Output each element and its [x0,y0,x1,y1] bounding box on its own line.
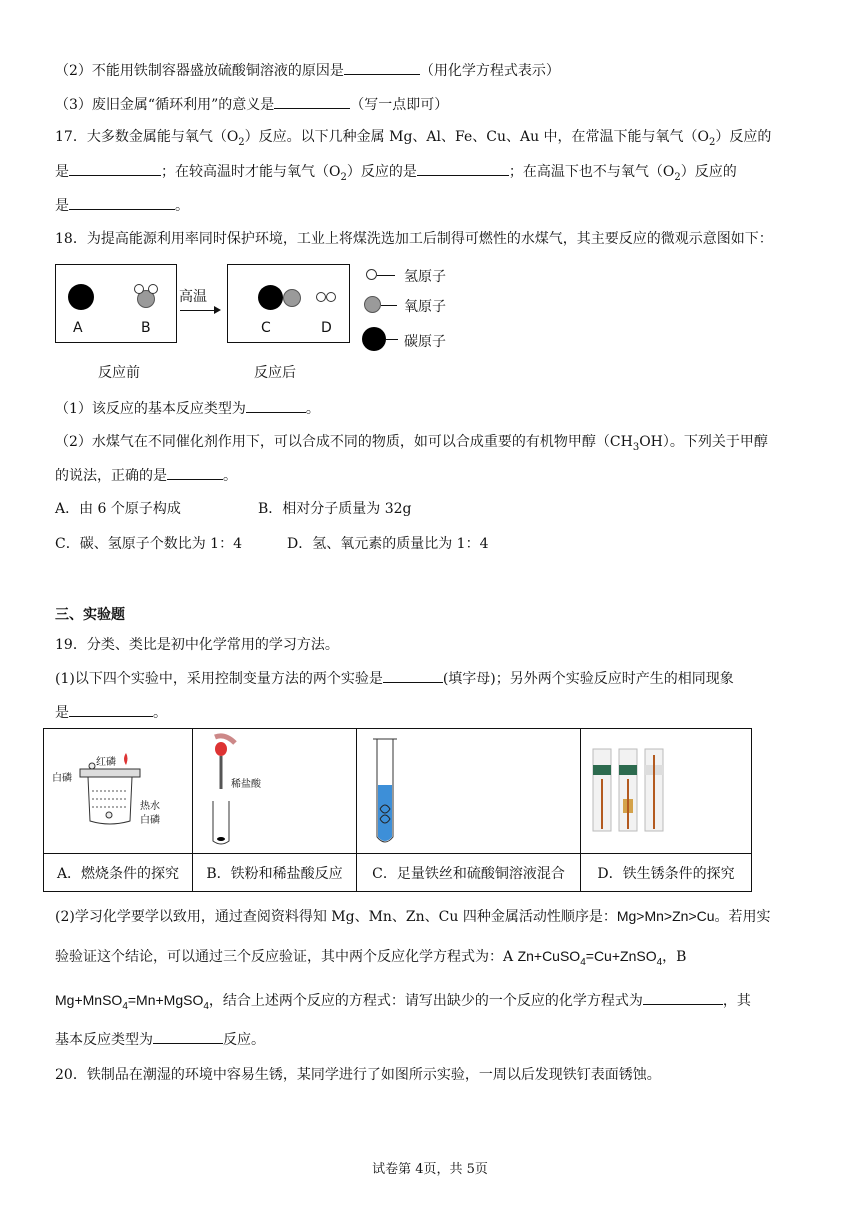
text: ）反应。以下几种金属 Mg、Al、Fe、Cu、Au 中，在常温下能与氧气（O [244,129,710,145]
answer-blank[interactable] [417,161,509,176]
text: （2）水煤气在不同催化剂作用下，可以合成不同的物质，如可以合成重要的有机物甲醇（CH [55,434,633,450]
caption-c: C．足量铁丝和硫酸铜溶液混合 [357,854,581,892]
figure-a-cell [44,729,193,854]
subscript: 2 [340,171,347,183]
white-phosphorus-label: 白磷 [140,815,160,826]
equation-a [517,948,663,968]
text: ，其 [722,993,751,1009]
text: (1)以下四个实验中，采用控制变量方法的两个实验是 [55,671,383,687]
label-b: B [141,320,151,336]
arrow-label: 高温 [179,289,207,305]
before-box [55,264,177,343]
text: （写一点即可） [350,97,449,113]
carbon-atom [258,285,283,310]
q16-part3 [55,94,448,115]
text: 17．大多数金属能与氧气（O [55,129,239,145]
text: 。 [153,705,167,721]
q19-part2-line1 [55,906,771,927]
subscript: 2 [674,171,681,183]
white-phosphorus-label: 白磷 [52,773,72,784]
answer-blank[interactable] [344,60,420,75]
text: ）反应的是 [346,164,417,180]
q19-part1-line1 [55,668,734,689]
q17-line3 [55,195,189,216]
hydrochloric-acid-label: 稀盐酸 [231,779,261,790]
text: 的说法，正确的是 [55,468,167,484]
q18-part2-line1 [55,432,768,458]
option-a[interactable]: A．由 6 个原子构成 [55,501,181,517]
q18-part2-line2 [55,465,237,486]
text: 是 [55,705,69,721]
option-d[interactable]: D．氢、氧元素的质量比为 1：4 [287,536,489,552]
text: (填字母)；另外两个实验反应时产生的相同现象 [442,671,734,687]
text: 。 [223,468,237,484]
subscript: 2 [238,136,245,148]
figure-d-cell [581,729,752,854]
before-label: 反应前 [98,365,140,381]
after-box [227,264,350,343]
q18-intro: 18．为提高能源利用率同时保护环境，工业上将煤洗选加工后制得可燃性的水煤气，其主要反应的微观示意图如下： [55,231,773,247]
caption-d: D．铁生锈条件的探究 [581,854,752,892]
q19-part2-line2 [55,946,686,973]
caption-a: A．燃烧条件的探究 [44,854,193,892]
text: 。若用实 [714,909,771,925]
text: (2)学习化学要学以致用，通过查阅资料得知 Mg、Mn、Zn、Cu 四种金属活动性顺序是： [55,909,617,925]
red-phosphorus-label: 红磷 [96,757,116,768]
test-tube-figure [363,729,574,849]
legend-carbon: 碳原子 [404,334,446,350]
q17-line1 [55,127,771,153]
caption-b: B．铁粉和稀盐酸反应 [193,854,357,892]
label-c: C [261,320,271,336]
hydrogen-atom [148,284,158,294]
label-a: A [73,320,83,336]
after-label: 反应后 [254,365,296,381]
legend-hydrogen: 氢原子 [404,269,446,285]
answer-blank[interactable] [69,702,153,717]
equation-b [55,992,209,1012]
text: （3）废旧金属“循环利用”的意义是 [55,97,275,113]
legend-line [381,305,397,306]
text: 。 [305,401,320,417]
reaction-arrow [180,310,218,311]
text: ）反应的 [715,129,772,145]
dropper-figure [199,729,350,849]
text: （1）该反应的基本反应类型为 [55,401,246,417]
legend-line [377,275,395,276]
hydrogen-atom [134,284,144,294]
subscript: 3 [632,441,640,453]
activity-order: Mg>Mn>Zn>Cu [616,908,715,924]
eq-text: Mg+MnSO [55,992,123,1008]
subscript: 4 [203,1000,209,1012]
answer-blank[interactable] [69,161,161,176]
q19-part2-line4 [55,1029,265,1050]
beaker-figure [50,729,186,849]
q18-part1 [55,398,320,419]
text: OH）。下列关于甲醇 [639,434,768,450]
answer-blank[interactable] [274,94,350,109]
experiment-table [43,728,752,892]
q19-part1-line2 [55,702,167,723]
arrow-head-icon [214,306,221,314]
q19-intro: 19．分类、类比是初中化学常用的学习方法。 [55,637,339,653]
eq-text: Zn+CuSO [517,948,581,964]
text: ，B [662,949,687,965]
text: ；在较高温时才能与氧气（O [161,164,341,180]
hydrogen-atom [316,292,326,302]
figure-c-cell [357,729,581,854]
hot-water-label: 热水 [140,801,160,812]
text: 是 [55,198,69,214]
carbon-legend-icon [362,327,386,351]
text: 基本反应类型为 [55,1032,153,1048]
subscript: 4 [122,1000,128,1012]
text: （2）不能用铁制容器盛放硫酸铜溶液的原因是 [55,63,344,79]
answer-blank[interactable] [643,990,723,1005]
answer-blank[interactable] [383,668,443,683]
text: （用化学方程式表示） [419,63,560,79]
text: 验验证这个结论，可以通过三个反应验证，其中两个反应化学方程式为：A [55,949,514,965]
legend-oxygen: 氧原子 [404,299,446,315]
q20-intro: 20．铁制品在潮湿的环境中容易生锈，某同学进行了如图所示实验，一周以后发现铁钉表面锈蚀。 [55,1067,661,1083]
option-b[interactable]: B．相对分子质量为 32g [258,501,412,517]
hydrogen-legend-icon [366,269,377,280]
answer-blank[interactable] [153,1029,223,1044]
legend-line [386,339,398,340]
text: ，结合上述两个反应的方程式：请写出缺少的一个反应的化学方程式为 [208,993,643,1009]
hydrogen-atom [326,292,336,302]
carbon-atom [68,284,94,310]
text: ）反应的 [680,164,737,180]
text: 反应。 [223,1032,265,1048]
option-c[interactable]: C．碳、氢原子个数比为 1：4 [55,536,242,552]
q16-part2 [55,60,560,81]
nail-tubes-figure [587,729,745,849]
text: 。 [175,198,189,214]
answer-blank[interactable] [69,195,175,210]
answer-blank[interactable] [246,398,306,413]
q19-part2-line3 [55,990,751,1017]
text: 是 [55,164,69,180]
oxygen-legend-icon [364,296,381,313]
subscript: 4 [656,956,663,968]
page-footer: 试卷第 4页，共 5页 [372,1162,488,1177]
section-heading: 三、实验题 [55,607,125,623]
label-d: D [321,320,332,336]
text: ；在高温下也不与氧气（O [508,164,675,180]
oxygen-atom [283,289,301,307]
subscript: 2 [709,136,716,148]
eq-text: =Mn+MgSO [127,992,204,1008]
eq-text: =Cu+ZnSO [585,948,657,964]
q17-line2 [55,161,737,188]
figure-b-cell [193,729,357,854]
subscript: 4 [580,956,586,968]
answer-blank[interactable] [167,465,223,480]
